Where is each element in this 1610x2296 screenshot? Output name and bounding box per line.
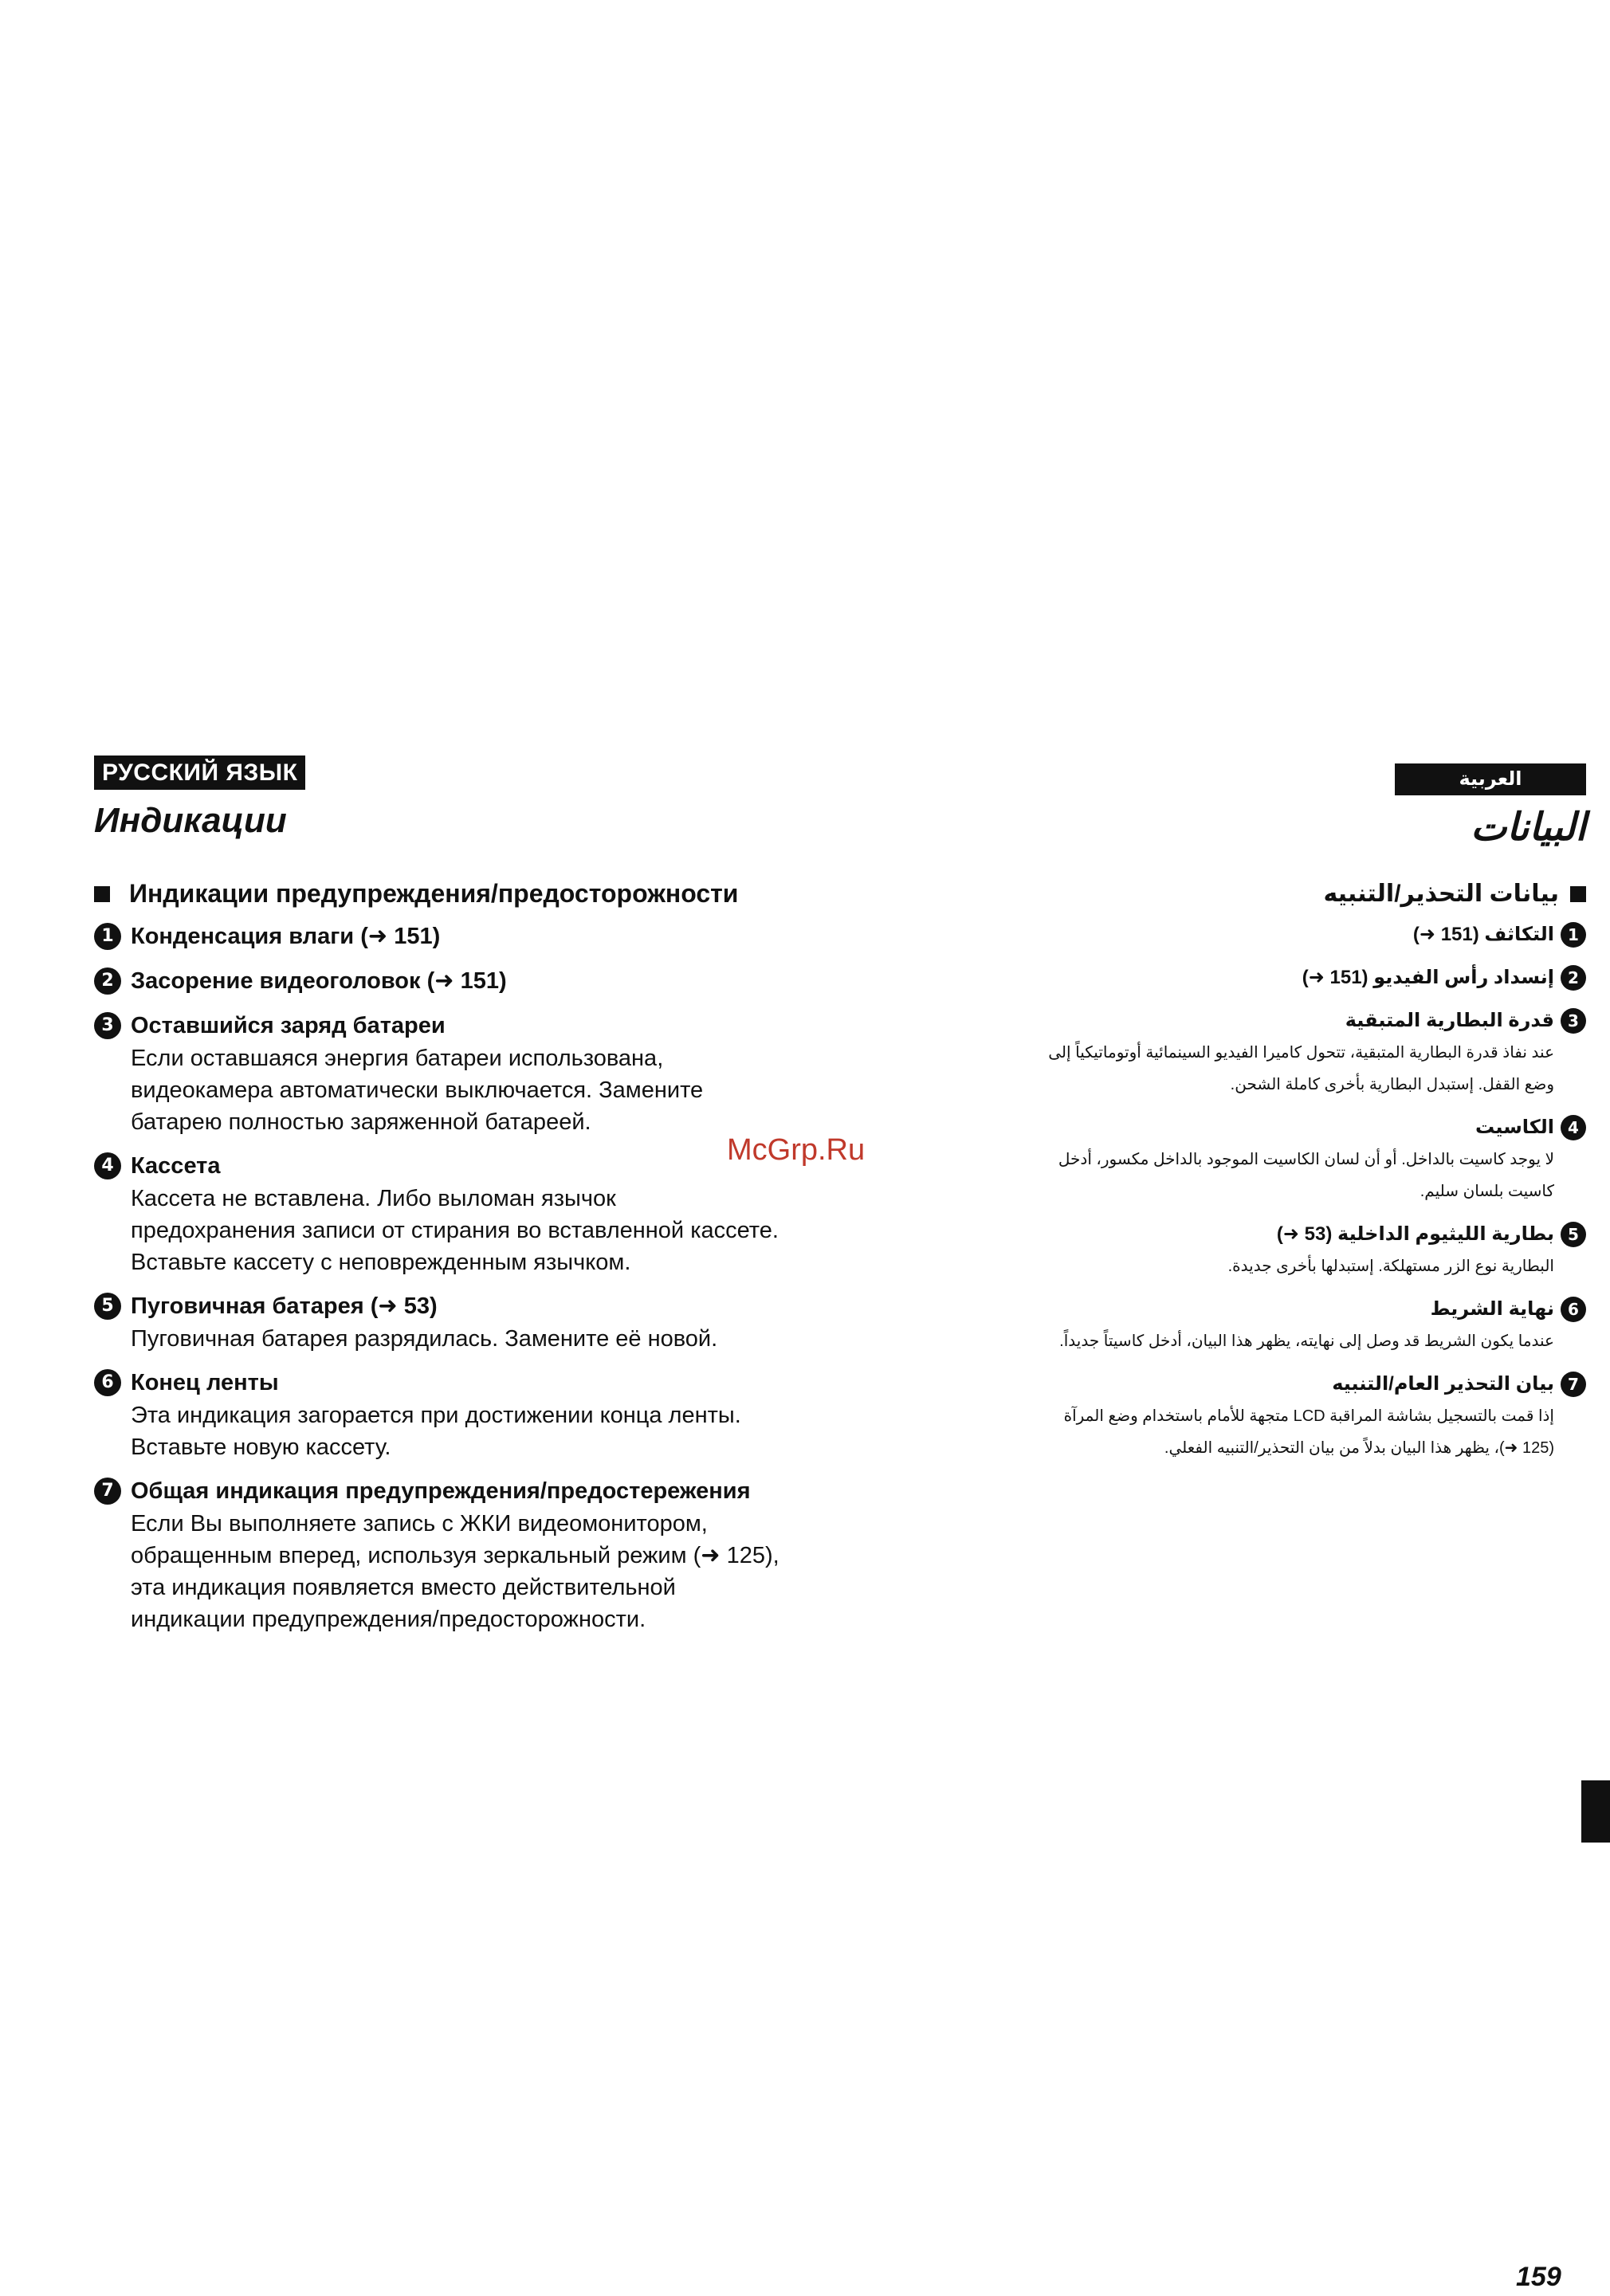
indication-item-6	[956, 1293, 1586, 1357]
number-5-icon: 5	[94, 1293, 121, 1320]
page-edge-tab	[1581, 1780, 1610, 1843]
indication-item-5	[94, 1289, 891, 1355]
item-heading: Конец ленты	[131, 1370, 279, 1395]
body-line: Пуговичная батарея разрядилась. Замените её новой.	[131, 1326, 718, 1352]
square-bullet-icon	[1570, 886, 1586, 902]
indication-item-2	[956, 962, 1586, 994]
number-3-icon: 3	[1561, 1008, 1586, 1034]
page-title: Индикации	[94, 801, 287, 840]
item-heading: التكاثف (151 ➜)	[1412, 924, 1554, 945]
body-line: видеокамера автоматически выключается. Замените	[131, 1077, 704, 1103]
item-heading: نهاية الشريط	[1430, 1298, 1554, 1320]
body-line: البطارية نوع الزر مستهلكة. إستبدلها بأخرى جديدة.	[1227, 1258, 1554, 1275]
item-heading: Засорение видеоголовок (➜ 151)	[131, 968, 507, 994]
item-heading: Пуговичная батарея (➜ 53)	[131, 1293, 438, 1319]
indication-item-1	[956, 919, 1586, 951]
number-5-icon: 5	[1561, 1222, 1586, 1247]
indication-item-7	[94, 1474, 891, 1635]
item-body	[956, 1037, 1554, 1101]
number-6-icon: 6	[1561, 1297, 1586, 1322]
arabic-column	[956, 763, 1586, 1464]
body-line: عندما يكون الشريط قد وصل إلى نهايته، يظهر هذا البيان، أدخل كاسيتاً جديداً.	[1059, 1332, 1554, 1350]
number-2-icon: 2	[94, 967, 121, 995]
language-tag: РУССКИЙ ЯЗЫК	[94, 756, 305, 790]
item-body	[131, 1042, 891, 1138]
number-2-icon: 2	[1561, 965, 1586, 991]
body-line: لا يوجد كاسيت بالداخل. أو أن لسان الكاسيت الموجود بالداخل مكسور، أدخل	[1058, 1151, 1554, 1168]
item-body	[131, 1323, 891, 1355]
indication-item-7	[956, 1368, 1586, 1464]
number-7-icon: 7	[1561, 1372, 1586, 1397]
item-heading: Конденсация влаги (➜ 151)	[131, 924, 441, 949]
item-body	[956, 1325, 1554, 1357]
indication-item-4	[94, 1149, 891, 1278]
item-heading: إنسداد رأس الفيديو (151 ➜)	[1302, 967, 1554, 988]
item-heading: بطارية الليثيوم الداخلية (53 ➜)	[1276, 1223, 1554, 1245]
watermark: McGrp.Ru	[727, 1133, 866, 1167]
number-4-icon: 4	[1561, 1115, 1586, 1140]
indication-item-3	[956, 1005, 1586, 1101]
number-6-icon: 6	[94, 1369, 121, 1396]
body-line: Вставьте новую кассету.	[131, 1435, 391, 1460]
number-4-icon: 4	[94, 1152, 121, 1179]
page-number: 159	[1516, 2262, 1561, 2292]
body-line: Если оставшаяся энергия батареи использована,	[131, 1046, 664, 1071]
item-body	[131, 1183, 891, 1278]
number-7-icon: 7	[94, 1478, 121, 1505]
body-line: Если Вы выполняете запись с ЖКИ видеомонитором,	[131, 1511, 708, 1537]
square-bullet-icon	[94, 886, 110, 902]
body-line: эта индикация появляется вместо действительной	[131, 1575, 676, 1600]
number-1-icon: 1	[94, 923, 121, 950]
body-line: عند نفاذ قدرة البطارية المتبقية، تتحول كاميرا الفيديو السينمائية أوتوماتيكياً إلى	[1048, 1044, 1554, 1062]
number-1-icon: 1	[1561, 922, 1586, 948]
item-body	[131, 1399, 891, 1463]
item-heading: Общая индикация предупреждения/предостережения	[131, 1478, 751, 1504]
section-heading	[956, 880, 1586, 908]
item-body	[956, 1144, 1554, 1207]
indication-item-5	[956, 1219, 1586, 1282]
item-heading: الكاسيت	[1475, 1117, 1554, 1138]
language-tag: العربية	[1395, 763, 1586, 795]
item-heading: بيان التحذير العام/التنبيه	[1332, 1373, 1554, 1395]
body-line: (125 ➜)، يظهر هذا البيان بدلاً من بيان التحذير/التنبيه الفعلي.	[1164, 1439, 1554, 1457]
body-line: كاسيت بلسان سليم.	[1420, 1183, 1554, 1200]
item-heading: Оставшийся заряд батареи	[131, 1013, 446, 1038]
item-body	[131, 1508, 891, 1635]
section-title: Индикации предупреждения/предосторожности	[129, 879, 739, 908]
body-line: إذا قمت بالتسجيل بشاشة المراقبة LCD متجهة للأمام باستخدام وضع المرآة	[1063, 1407, 1554, 1425]
item-heading: قدرة البطارية المتبقية	[1345, 1010, 1554, 1031]
body-line: Кассета не вставлена. Либо выломан язычок	[131, 1186, 616, 1211]
body-line: обращенным вперед, используя зеркальный режим (➜ 125),	[131, 1543, 779, 1568]
page-title: البيانات	[1471, 807, 1586, 849]
section-heading	[94, 879, 891, 909]
item-heading: Кассета	[131, 1153, 221, 1179]
body-line: وضع القفل. إستبدل البطارية بأخرى كاملة الشحن.	[1230, 1076, 1554, 1093]
indication-item-3	[94, 1009, 891, 1138]
body-line: индикации предупреждения/предосторожности.	[131, 1607, 646, 1632]
body-line: предохранения записи от стирания во вставленной кассете.	[131, 1218, 779, 1243]
section-title: بيانات التحذير/التنبيه	[1323, 881, 1559, 907]
body-line: Эта индикация загорается при достижении конца ленты.	[131, 1403, 741, 1428]
body-line: батарею полностью заряженной батареей.	[131, 1109, 591, 1135]
indication-item-6	[94, 1366, 891, 1463]
item-body	[956, 1250, 1554, 1282]
indication-item-2	[94, 964, 891, 998]
indication-item-4	[956, 1112, 1586, 1207]
body-line: Вставьте кассету с неповрежденным язычком.	[131, 1250, 631, 1275]
russian-column	[94, 756, 891, 1635]
indication-item-1	[94, 920, 891, 953]
item-body	[956, 1400, 1554, 1464]
number-3-icon: 3	[94, 1012, 121, 1039]
